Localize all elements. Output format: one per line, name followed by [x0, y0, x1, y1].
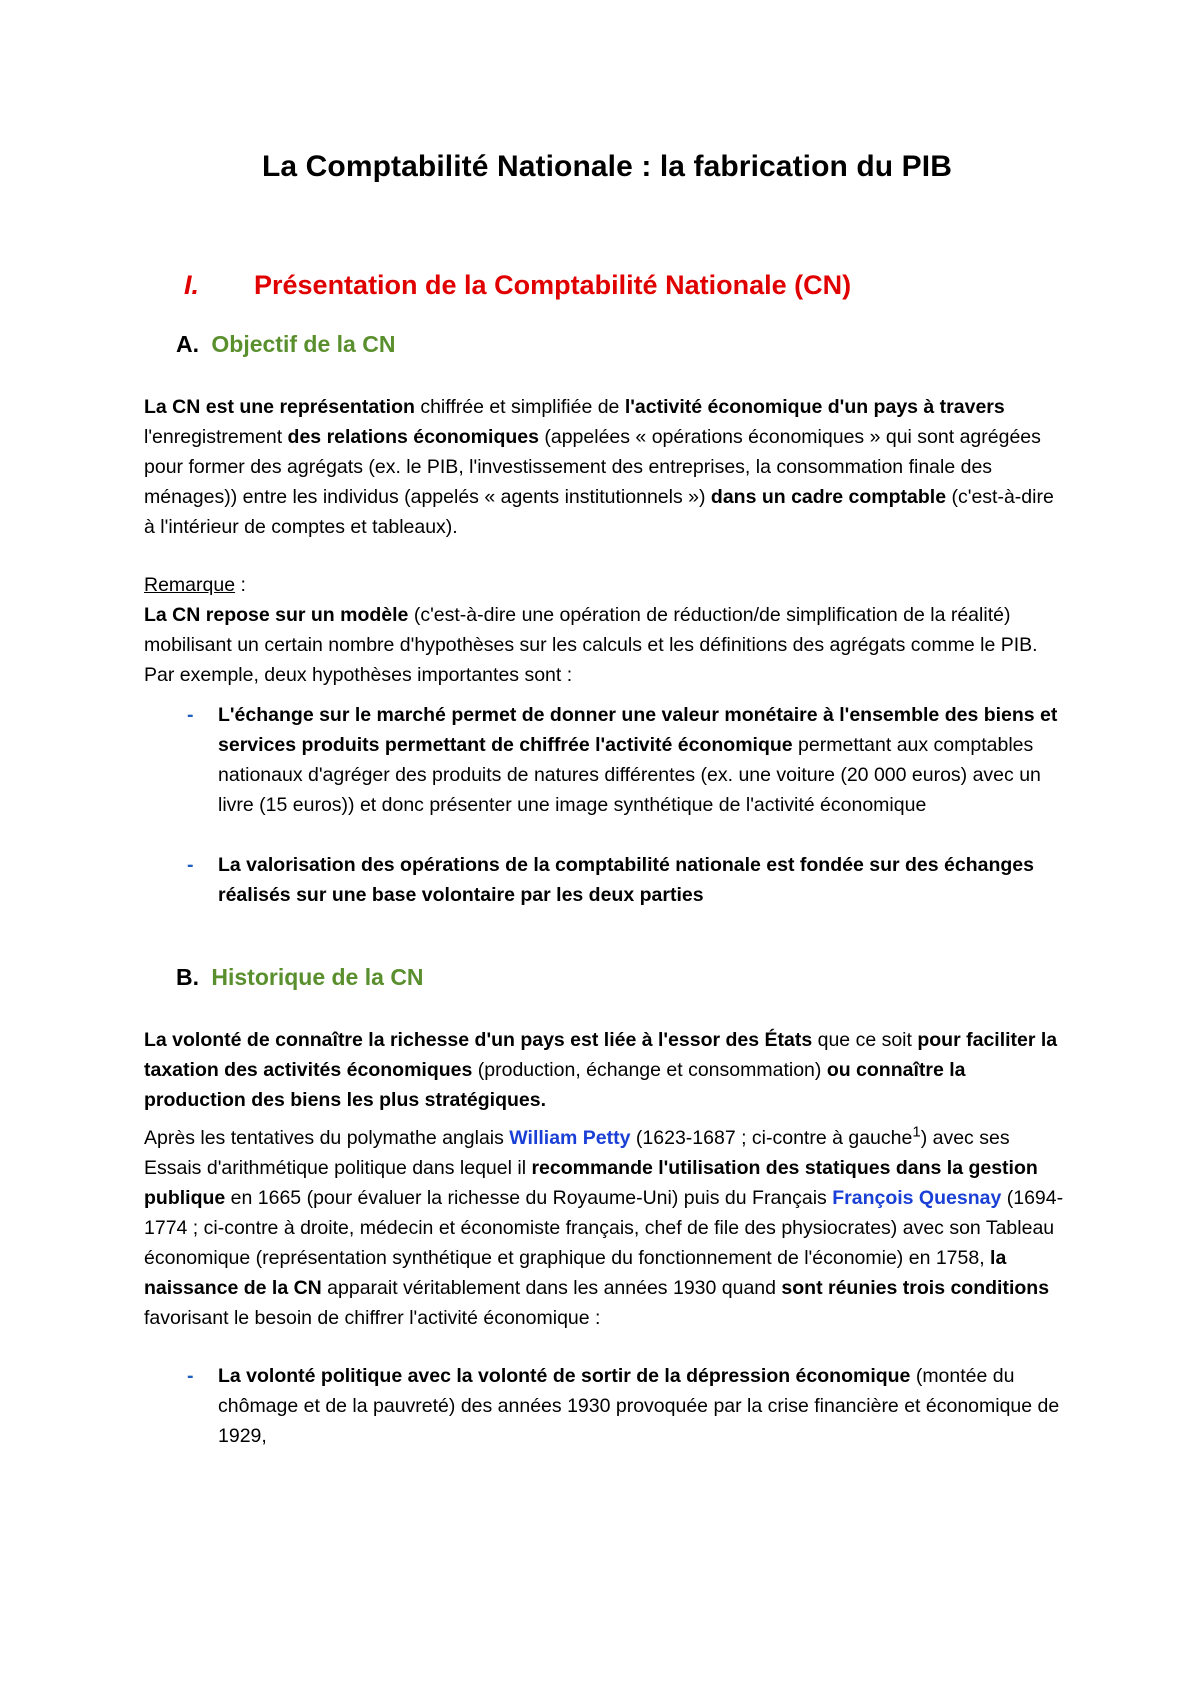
text-run: permettant aux comptables nationaux d'agréger des produits de natures différentes (ex. une voiture (20 000 euros) avec un livre (15 euros)) et donc présenter une image synthétique de l'activité économique	[218, 734, 1041, 816]
section-heading-1	[184, 270, 1070, 301]
text-run: apparait véritablement dans les années 1930 quand	[321, 1277, 782, 1299]
text-run: chiffrée et simplifiée de	[414, 396, 625, 418]
text-run: Après les tentatives du polymathe anglais	[144, 1127, 510, 1149]
section-number: I.	[184, 270, 200, 300]
text-run: (c'est-à-dire une opération de réduction/de simplification de la réalité) mobilisant un certain nombre d'hypothèses sur les calculs et les définitions des agrégats comme le PIB. Par exemple, deux hypothèses importantes sont :	[144, 604, 1038, 686]
text-run: la naissance de la CN	[144, 1247, 1007, 1299]
subsection-letter: B.	[176, 964, 199, 990]
remark-heading	[144, 570, 1070, 600]
section-title: Présentation de la Comptabilité Nationale (CN)	[254, 270, 852, 300]
list-item	[144, 700, 1070, 820]
list-item	[144, 1361, 1070, 1451]
text-run: La CN repose sur un modèle	[144, 604, 409, 626]
text-run: William Petty	[509, 1127, 631, 1149]
text-run: La valorisation des opérations de la comptabilité nationale est fondée sur des échanges réalisés sur une base volontaire par les deux parties	[218, 854, 1034, 906]
text-run: l'activité économique d'un pays à travers	[624, 396, 1005, 418]
bullet-dash: -	[187, 854, 194, 876]
text-run: que ce soit	[812, 1029, 918, 1051]
text-run: François Quesnay	[832, 1187, 1002, 1209]
paragraph-history	[144, 1123, 1070, 1333]
paragraph-definition	[144, 392, 1070, 542]
text-run: (1694-1774 ; ci-contre à droite, médecin et économiste français, chef de file des physiocrates) avec son Tableau économique (représentation synthétique et graphique du fonctionnement de l'économie) en 1758,	[144, 1187, 1064, 1269]
subsection-title: Historique de la CN	[211, 964, 424, 990]
text-run: (montée du chômage et de la pauvreté) des années 1930 provoquée par la crise financière et économique de 1929,	[218, 1365, 1060, 1447]
text-run: La volonté de connaître la richesse d'un pays est liée à l'essor des États	[144, 1029, 813, 1051]
text-run: (1623-1687 ; ci-contre à gauche	[630, 1127, 913, 1149]
text-run: L'échange sur le marché permet de donner une valeur monétaire à l'ensemble des biens et services produits permettant de chiffrée l'activité économique	[218, 704, 1058, 756]
subsection-heading-a	[176, 331, 1070, 358]
paragraph-remark	[144, 600, 1070, 690]
text-run: l'enregistrement	[144, 426, 288, 448]
text-run: 1	[912, 1123, 921, 1141]
text-run: (appelées « opérations économiques » qui sont agrégées pour former des agrégats (ex. le PIB, l'investissement des entreprises, la consommation finale des ménages)) entre les individus (appelés « agents institutionnels »)	[144, 426, 1041, 508]
text-run: sont réunies trois conditions	[781, 1277, 1050, 1299]
text-run: ou connaître la production des biens les plus stratégiques.	[144, 1059, 966, 1111]
bullet-dash: -	[187, 1365, 194, 1387]
bullet-dash: -	[187, 704, 194, 726]
text-run: La volonté politique avec la volonté de sortir de la dépression économique	[218, 1365, 911, 1387]
text-run: (c'est-à-dire à l'intérieur de comptes et tableaux).	[144, 486, 1054, 538]
text-run: en 1665 (pour évaluer la richesse du Royaume-Uni) puis du Français	[225, 1187, 833, 1209]
subsection-heading-b	[176, 964, 1070, 991]
text-run: des relations économiques	[287, 426, 539, 448]
text-run: La CN est une représentation	[144, 396, 415, 418]
text-run: recommande l'utilisation des statiques dans la gestion publique	[144, 1157, 1038, 1209]
conditions-list	[144, 1361, 1070, 1451]
text-run: dans un cadre comptable	[710, 486, 947, 508]
text-run: ) avec ses Essais d'arithmétique politique dans lequel il	[144, 1127, 1010, 1179]
page-title: La Comptabilité Nationale : la fabrication du PIB	[262, 150, 952, 183]
text-run: pour faciliter la taxation des activités économiques	[144, 1029, 1058, 1081]
text-run: favorisant le besoin de chiffrer l'activité économique :	[144, 1307, 601, 1329]
subsection-letter: A.	[176, 331, 199, 357]
paragraph-history-intro	[144, 1025, 1070, 1115]
subsection-title: Objectif de la CN	[211, 331, 396, 357]
remark-colon: :	[235, 574, 246, 596]
text-run: (production, échange et consommation)	[472, 1059, 827, 1081]
list-item	[144, 850, 1070, 910]
remark-label: Remarque	[144, 574, 236, 596]
hypotheses-list	[144, 700, 1070, 910]
